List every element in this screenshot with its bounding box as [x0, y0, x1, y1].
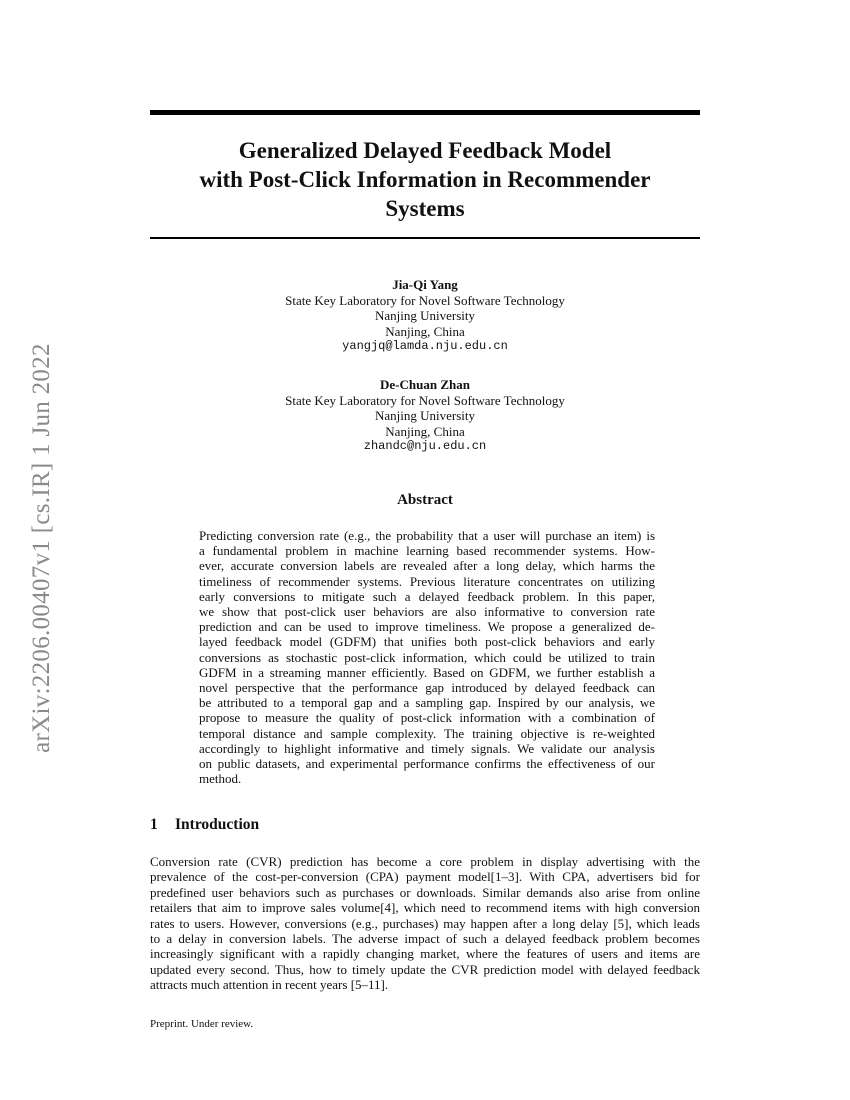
intro-line: increasingly significant with a rapidly changing market, where the features of users and items are	[150, 946, 700, 962]
author-block-2	[150, 377, 700, 455]
title-bottom-rule	[150, 237, 700, 239]
abstract-line: be attributed to a temporal gap and a sampling gap. Inspired by our analysis, we	[199, 695, 655, 711]
author-location: Nanjing, China	[385, 323, 465, 339]
abstract-line: we show that post-click user behaviors are also informative to conversion rate	[199, 604, 655, 620]
abstract-line: on public datasets, and experimental performance confirms the effectiveness of our	[199, 756, 655, 772]
author-affiliation: State Key Laboratory for Novel Software Technology	[285, 392, 565, 408]
abstract-line: ever, accurate conversion labels are revealed after a long delay, which harms the	[199, 558, 655, 574]
abstract-line: early conversions to mitigate such a delayed feedback problem. In this paper,	[199, 588, 655, 604]
intro-line: Conversion rate (CVR) prediction has become a core problem in display advertising with the	[150, 854, 700, 869]
abstract-line: conversions as stochastic post-click information, which could be utilized to train	[199, 649, 655, 665]
paper-title	[150, 136, 700, 223]
author-name: De-Chuan Zhan	[380, 377, 470, 392]
title-line: with Post-Click Information in Recommender	[199, 167, 651, 192]
author-name: Jia-Qi Yang	[392, 277, 458, 292]
author-email[interactable]: zhandc@nju.edu.cn	[363, 439, 487, 453]
title-top-rule	[150, 110, 700, 115]
abstract-line: accordingly to highlight informative and timely signals. We validate our analysis	[199, 740, 655, 756]
intro-line: retailers that aim to improve sales volume[4], which need to recommend items with high conversion	[150, 900, 700, 916]
preprint-footnote: Preprint. Under review.	[150, 1018, 254, 1030]
intro-line: prevalence of the cost-per-conversion (CPA) payment model[1–3]. With CPA, advertisers bid for	[150, 869, 700, 885]
author-affiliation: State Key Laboratory for Novel Software Technology	[285, 292, 565, 308]
intro-line: attracts much attention in recent years [5–11].	[150, 977, 389, 993]
author-university: Nanjing University	[374, 308, 475, 323]
abstract-line: Predicting conversion rate (e.g., the probability that a user will purchase an item) is	[199, 528, 655, 543]
author-email[interactable]: yangjq@lamda.nju.edu.cn	[342, 339, 508, 353]
abstract-line: novel perspective that the performance gap introduced by delayed feedback can	[199, 680, 655, 696]
abstract-line: method.	[199, 771, 242, 787]
introduction-body	[150, 854, 700, 993]
abstract-line: propose to measure the quality of post-click information with a combination of	[199, 710, 655, 726]
author-block-1	[150, 277, 700, 355]
abstract-heading: Abstract	[397, 492, 453, 508]
abstract-line: prediction and can be used to improve timeliness. We propose a generalized de-	[199, 619, 655, 635]
title-line: Generalized Delayed Feedback Model	[238, 138, 612, 163]
abstract-line: timeliness of recommender systems. Previous literature concentrates on utilizing	[199, 573, 655, 589]
section-title: Introduction	[175, 816, 260, 833]
intro-line: rates to users. However, conversions (e.g., purchases) may happen after a long delay [5], which leads	[150, 915, 700, 931]
abstract-body	[199, 528, 655, 786]
author-location: Nanjing, China	[385, 423, 465, 439]
abstract-line: layed feedback model (GDFM) that unifies both post-click behaviors and early	[199, 634, 655, 650]
title-line: Systems	[385, 196, 465, 221]
abstract-line: a fundamental problem in machine learning based recommender systems. How-	[199, 543, 655, 559]
intro-line: to a delay in conversion labels. The adverse impact of such a delayed feedback problem becomes	[150, 931, 700, 947]
section-heading-introduction	[150, 816, 259, 834]
author-university: Nanjing University	[374, 408, 475, 423]
abstract-line: temporal distance and sample complexity. The training objective is re-weighted	[199, 725, 655, 741]
section-number: 1	[150, 816, 158, 833]
abstract-line: GDFM in a streaming manner efficiently. Based on GDFM, we further establish a	[199, 664, 655, 680]
intro-line: updated every second. Thus, how to timely update the CVR prediction model with delayed feedback	[150, 961, 700, 977]
arxiv-identifier: arXiv:2206.00407v1 [cs.IR] 1 Jun 2022	[28, 343, 55, 753]
intro-line: predefined user behaviors such as purchases or downloads. Similar demands also arise from online	[150, 884, 700, 900]
